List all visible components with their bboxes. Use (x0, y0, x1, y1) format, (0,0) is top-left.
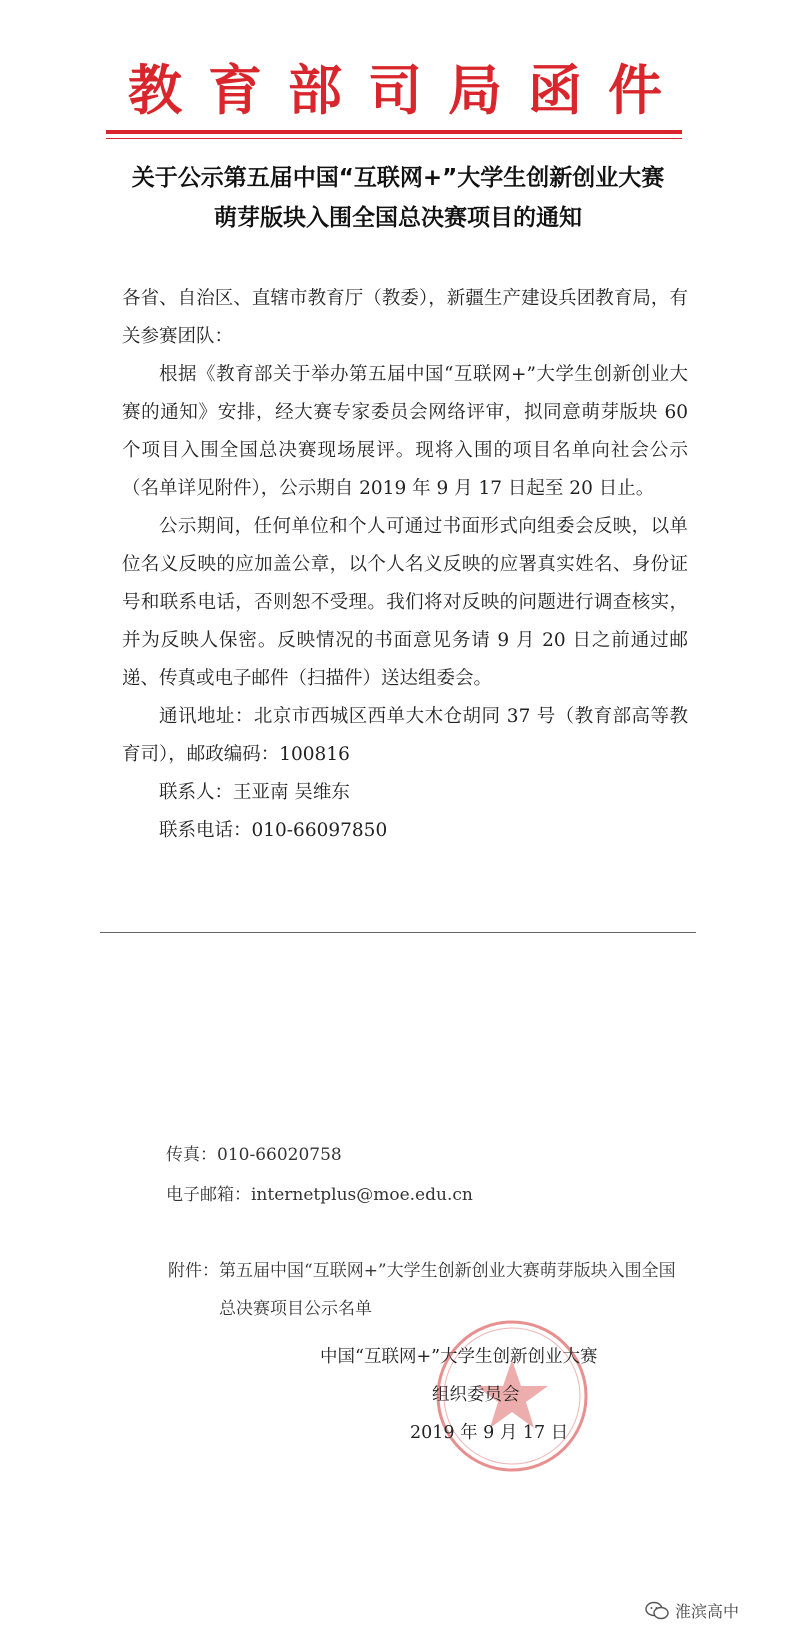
contact-phone: 联系电话：010-66097850 (159, 820, 388, 841)
fax-email-block (166, 1135, 473, 1215)
document-title (100, 158, 696, 238)
signature-org-line-2: 组织委员会 (432, 1385, 520, 1405)
attachment-text: 第五届中国“互联网+”大学生创新创业大赛萌芽版块入围全国总决赛项目公示名单 (219, 1261, 676, 1319)
wechat-icon (645, 1601, 669, 1621)
page-divider (100, 932, 696, 933)
paragraph-2: 公示期间，任何单位和个人可通过书面形式向组委会反映，以单位名义反映的应加盖公章，以个人名义反映的应署真实姓名、身份证号和联系电话，否则恕不受理。我们将对反映的问题进行调查核实，并为反映人保密。反映情况的书面意见务请 9 月 20 日之前通过邮递、传真或电子邮件（扫描件）送达组委会。 (122, 516, 688, 689)
fax-number: 传真：010-66020758 (166, 1145, 342, 1165)
mailing-address: 通讯地址：北京市西城区西单大木仓胡同 37 号（教育部高等教育司），邮政编码：100816 (122, 706, 688, 765)
signature-org-line-1: 中国“互联网+”大学生创新创业大赛 (320, 1347, 598, 1367)
salutation: 各省、自治区、直辖市教育厅（教委），新疆生产建设兵团教育局，有关参赛团队： (122, 288, 688, 347)
document-body (122, 280, 688, 850)
letterhead-rule (106, 130, 682, 134)
attachment-label: 附件： (168, 1261, 219, 1281)
watermark (645, 1599, 739, 1622)
contact-person: 联系人：王亚南 吴维东 (159, 782, 350, 803)
letterhead-title: 教育部司局函件 (128, 58, 688, 122)
watermark-text: 淮滨高中 (675, 1602, 740, 1621)
email-address: 电子邮箱：internetplus@moe.edu.cn (166, 1185, 473, 1205)
signature-date: 2019 年 9 月 17 日 (410, 1423, 569, 1443)
letterhead-rule-thin (106, 138, 682, 139)
attachment (168, 1252, 688, 1328)
paragraph-1: 根据《教育部关于举办第五届中国“互联网+”大学生创新创业大赛的通知》安排，经大赛专家委员会网络评审，拟同意萌芽版块 60 个项目入围全国总决赛现场展评。现将入围的项目名单向社会公示（名单详见附件），公示期自 2019 年 9 月 17 日起至 20 日止。 (122, 364, 688, 499)
title-line-2: 萌芽版块入围全国总决赛项目的通知 (214, 205, 582, 231)
signature-block (320, 1338, 710, 1452)
title-line-1: 关于公示第五届中国“互联网+”大学生创新创业大赛 (131, 165, 665, 191)
